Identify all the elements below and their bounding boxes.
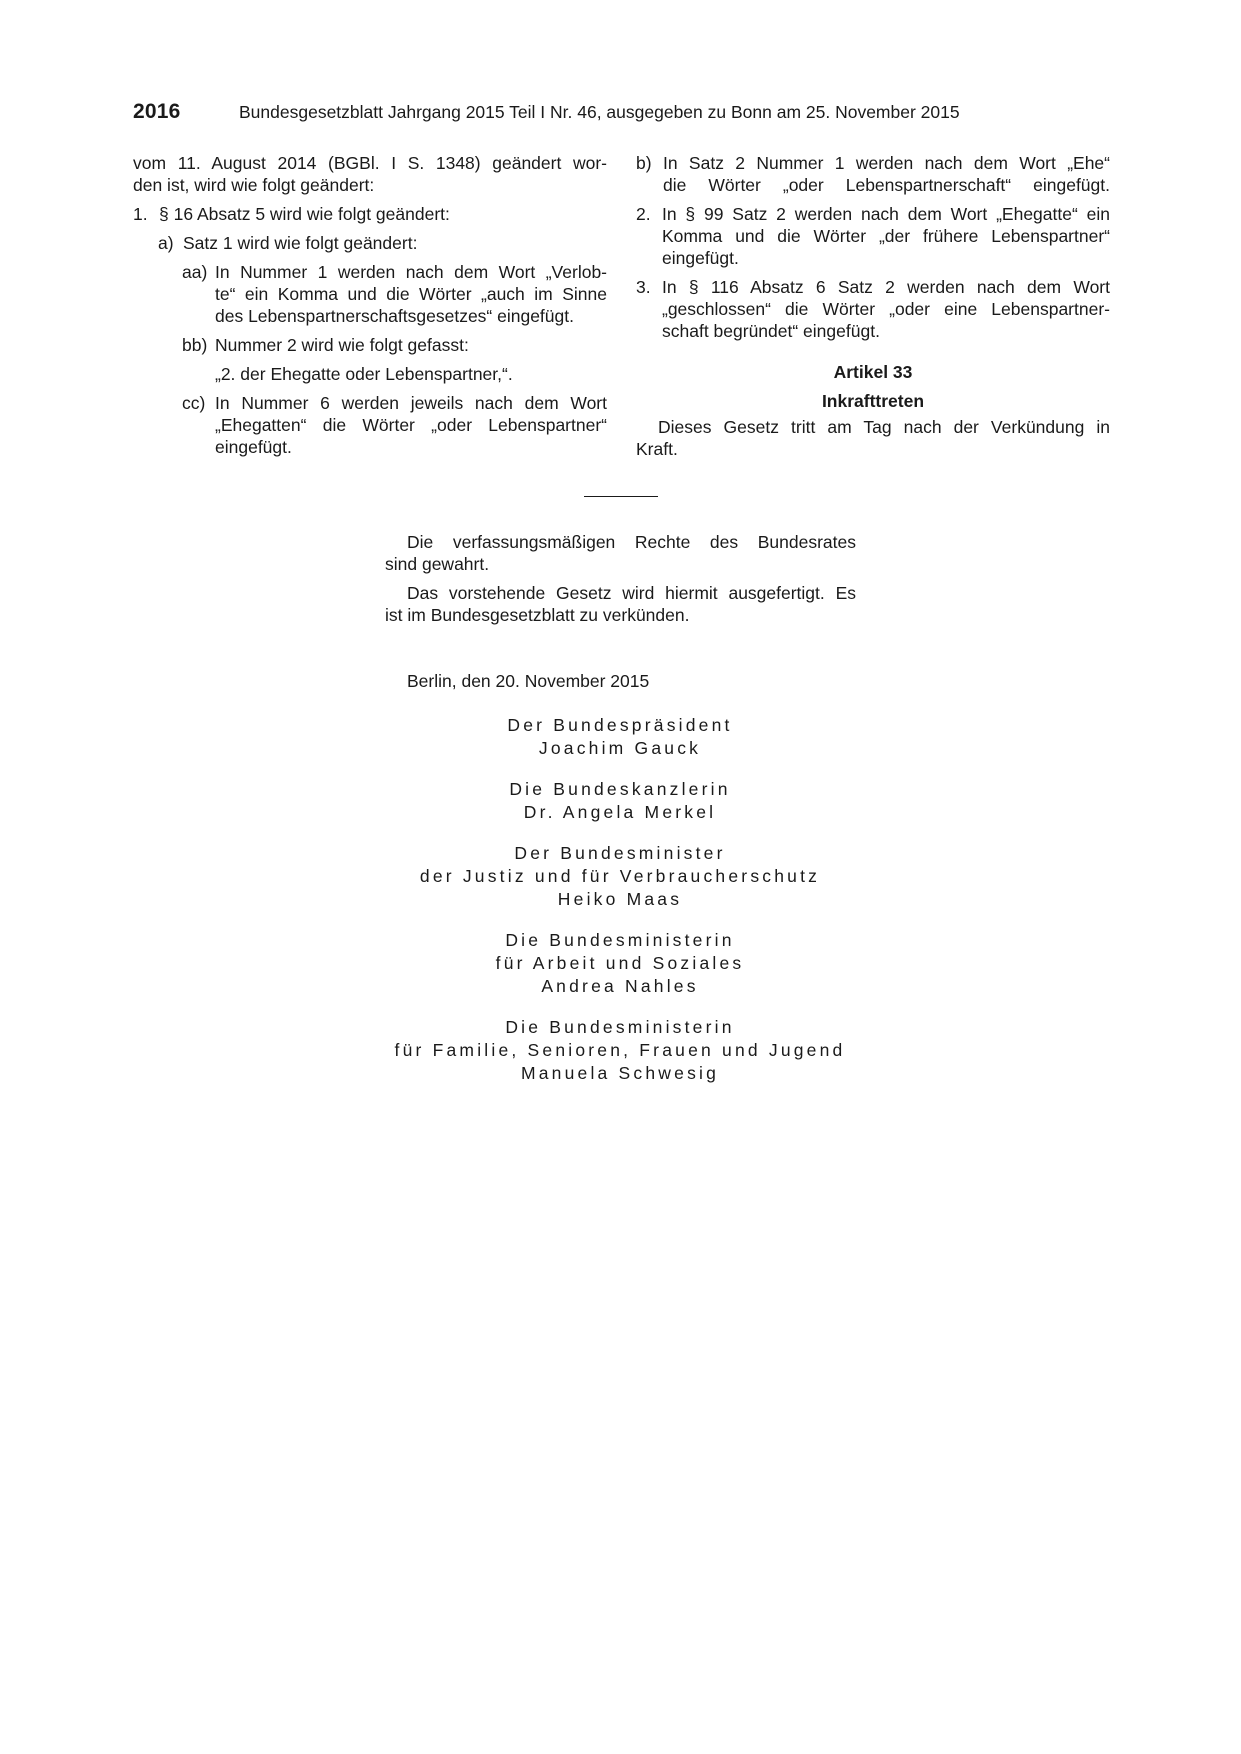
formula-line: ist im Bundesgesetzblatt zu verkünden.: [385, 605, 690, 625]
signature-block-president: [320, 714, 920, 760]
item-label: b): [636, 153, 652, 173]
item-line: die Wörter „oder Lebenspartnerschaft“ eingefügt.: [663, 175, 1110, 195]
separator-rule: [584, 496, 658, 497]
page-header: [133, 100, 1013, 130]
item-label: bb): [182, 335, 208, 355]
page-number: 2016: [133, 100, 181, 123]
list-item-1a: [133, 232, 607, 254]
signature-ministry: für Arbeit und Soziales: [495, 953, 745, 973]
item-label: 2.: [636, 204, 651, 224]
article-title: Inkrafttreten: [821, 391, 925, 411]
item-label: a): [158, 233, 174, 253]
list-item-cc: [133, 392, 607, 458]
item-line: Komma und die Wörter „der frühere Lebenspartner“: [662, 226, 1110, 246]
signatory-name: Joachim Gauck: [538, 738, 702, 758]
item-label: aa): [182, 262, 208, 282]
list-item-1: [133, 203, 607, 225]
right-column: [636, 152, 1110, 460]
item-label: cc): [182, 393, 206, 413]
item-line: des Lebenspartnerschaftsgesetzes“ eingefügt.: [215, 306, 574, 326]
intro-line: den ist, wird wie folgt geändert:: [133, 175, 375, 195]
signature-title: Der Bundesminister: [514, 843, 726, 863]
left-column: [133, 152, 607, 458]
item-line: „Ehegatten“ die Wörter „oder Lebenspartner“: [215, 415, 607, 435]
signature-block-family-minister: [320, 1016, 920, 1085]
signature-block-chancellor: [320, 778, 920, 824]
signature-ministry: der Justiz und für Verbraucherschutz: [419, 866, 821, 886]
signature-title: Die Bundeskanzlerin: [509, 779, 731, 799]
signature-block-labour-minister: [320, 929, 920, 998]
item-line: eingefügt.: [215, 437, 292, 457]
quote-line: „2. der Ehegatte oder Lebenspartner,“.: [215, 364, 513, 384]
formula-line: Die verfassungsmäßigen Rechte des Bundesrates: [407, 532, 856, 552]
signature-ministry: für Familie, Senioren, Frauen und Jugend: [394, 1040, 846, 1060]
signature-list: [320, 714, 920, 1103]
place-date: Berlin, den 20. November 2015: [407, 671, 650, 691]
signatory-name: Manuela Schwesig: [520, 1063, 720, 1083]
item-line: „geschlossen“ die Wörter „oder eine Lebenspartner-: [662, 299, 1110, 319]
enactment-formula: [385, 531, 856, 692]
item-label: 1.: [133, 204, 148, 224]
item-text: Nummer 2 wird wie folgt gefasst:: [215, 335, 469, 355]
list-item-aa: [133, 261, 607, 327]
item-text: Satz 1 wird wie folgt geändert:: [183, 233, 418, 253]
signatory-name: Dr. Angela Merkel: [523, 802, 717, 822]
quoted-text: [133, 363, 607, 385]
signature-title: Der Bundespräsident: [507, 715, 733, 735]
signature-title: Die Bundesministerin: [505, 1017, 735, 1037]
signatory-name: Andrea Nahles: [541, 976, 699, 996]
article-text: Kraft.: [636, 439, 678, 459]
signatory-name: Heiko Maas: [557, 889, 683, 909]
intro-line: vom 11. August 2014 (BGBl. I S. 1348) geändert wor-: [133, 153, 607, 173]
formula-line: Das vorstehende Gesetz wird hiermit ausgefertigt. Es: [407, 583, 856, 603]
item-line: In § 116 Absatz 6 Satz 2 werden nach dem Wort: [662, 277, 1110, 297]
item-line: In Satz 2 Nummer 1 werden nach dem Wort „Ehe“: [663, 153, 1110, 173]
item-text: § 16 Absatz 5 wird wie folgt geändert:: [159, 204, 450, 224]
running-title: Bundesgesetzblatt Jahrgang 2015 Teil I Nr. 46, ausgegeben zu Bonn am 25. November 2015: [239, 102, 960, 122]
item-line: eingefügt.: [662, 248, 739, 268]
item-label: 3.: [636, 277, 651, 297]
item-line: te“ ein Komma und die Wörter „auch im Sinne: [215, 284, 607, 304]
article-number: Artikel 33: [833, 362, 913, 382]
formula-line: sind gewahrt.: [385, 554, 490, 574]
list-item-b: [636, 152, 1110, 196]
list-item-2: [636, 203, 1110, 269]
signature-block-justice-minister: [320, 842, 920, 911]
signature-title: Die Bundesministerin: [505, 930, 735, 950]
article-text: Dieses Gesetz tritt am Tag nach der Verkündung in: [658, 417, 1110, 437]
item-line: In § 99 Satz 2 werden nach dem Wort „Ehegatte“ ein: [662, 204, 1110, 224]
item-line: schaft begründet“ eingefügt.: [662, 321, 880, 341]
list-item-bb: [133, 334, 607, 356]
item-line: In Nummer 1 werden nach dem Wort „Verlob-: [215, 262, 607, 282]
item-line: In Nummer 6 werden jeweils nach dem Wort: [215, 393, 607, 413]
list-item-3: [636, 276, 1110, 342]
